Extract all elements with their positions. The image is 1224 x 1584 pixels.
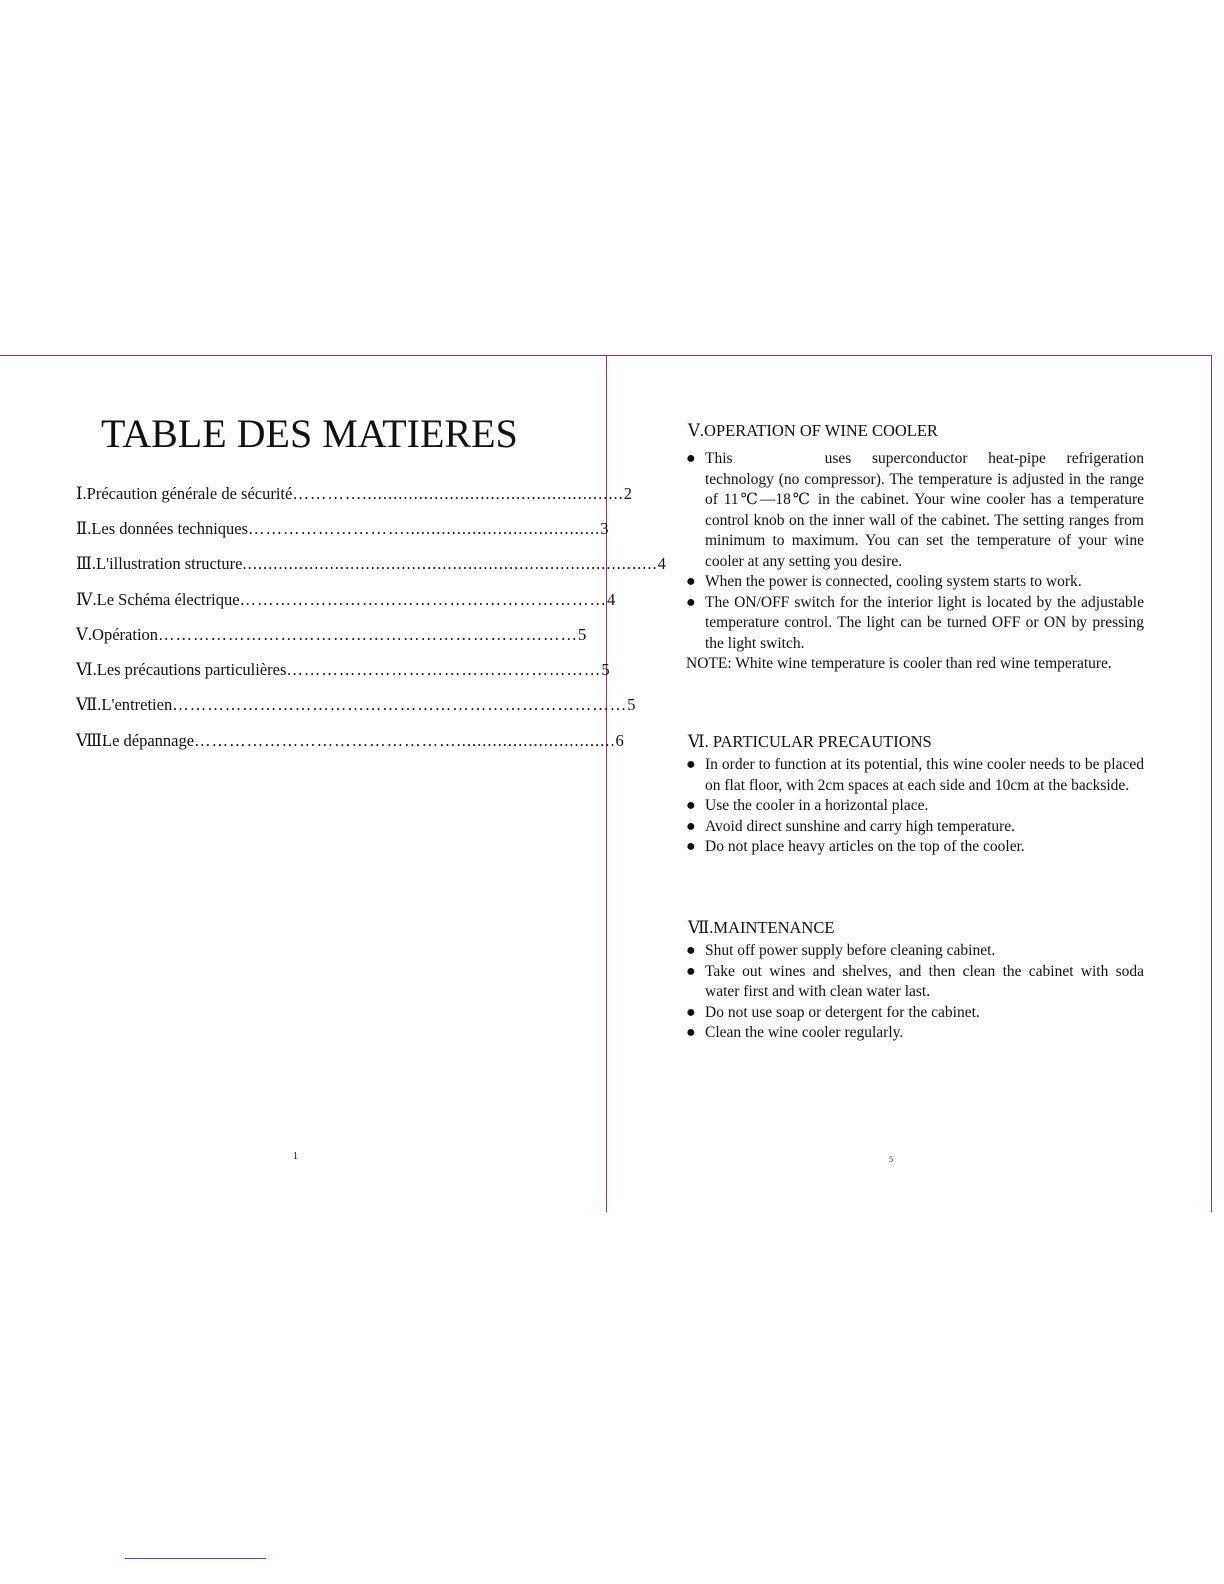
toc-page-number: 5	[627, 695, 636, 714]
list-item	[686, 796, 1144, 817]
maintenance-body	[686, 941, 1144, 1044]
bullet-text-start: This	[705, 450, 733, 467]
bullet-text: When the power is connected, cooling system starts to work.	[705, 573, 1082, 590]
list-item	[686, 941, 1144, 962]
bullet-text: Avoid direct sunshine and carry high temperature.	[705, 817, 1016, 835]
operation-heading: Ⅴ.OPERATION OF WINE COOLER	[688, 421, 938, 440]
bullet-text: Do not place heavy articles on the top of the cooler.	[705, 838, 1025, 855]
toc-label: L'illustration structure	[96, 554, 243, 573]
toc-entry[interactable]	[76, 660, 610, 680]
toc-number: Ⅵ.	[76, 660, 97, 679]
toc-page-number: 5	[601, 660, 610, 679]
toc-label: Les précautions particulières	[96, 660, 287, 679]
toc-page-number: 5	[578, 625, 587, 644]
list-item	[686, 572, 1144, 593]
list-item	[686, 962, 1144, 1003]
bullet-icon: ●	[686, 797, 696, 814]
toc-label: Les données techniques	[91, 519, 249, 538]
page-right-border	[1211, 355, 1212, 1212]
toc-entry[interactable]	[76, 554, 666, 574]
bullet-text: Clean the wine cooler regularly.	[705, 1024, 904, 1041]
toc-number: Ⅱ.	[76, 519, 92, 538]
bullet-icon: ●	[686, 962, 696, 980]
toc-number: Ⅰ.	[76, 484, 87, 503]
toc-label: L'entretien	[101, 695, 173, 714]
toc-title: TABLE DES MATIERES	[101, 411, 518, 456]
toc-number: Ⅶ.	[76, 695, 102, 714]
bullet-icon: ●	[686, 756, 696, 773]
toc-leader: .................................................................................	[242, 554, 658, 573]
list-item	[686, 837, 1144, 858]
toc-number: Ⅲ.	[76, 554, 97, 573]
toc-label: Le Schéma électrique	[96, 590, 240, 609]
toc-number: Ⅳ.	[76, 590, 97, 609]
toc-leader: ………………………………………………	[286, 660, 602, 679]
toc-entry[interactable]	[76, 731, 624, 751]
right-page-number: 5	[889, 1155, 893, 1164]
bullet-text: The ON/OFF switch for the interior light is located by the adjustable temperature control. The light can be turned OFF or ON by pressing the light switch.	[705, 593, 1144, 652]
toc-entry[interactable]	[76, 590, 616, 610]
toc-leader: ………………………………………………………	[239, 590, 608, 609]
note-text: NOTE: White wine temperature is cooler than red wine temperature.	[686, 655, 1112, 672]
bullet-text: Use the cooler in a horizontal place.	[705, 797, 929, 814]
bullet-icon: ●	[686, 593, 696, 611]
link-underline[interactable]	[125, 1558, 266, 1559]
list-item	[686, 449, 1144, 572]
toc-entry[interactable]	[76, 484, 632, 504]
bullet-icon: ●	[686, 838, 696, 855]
left-page-number: 1	[293, 1151, 298, 1162]
toc-page-number: 2	[623, 484, 632, 503]
bullet-text: Shut off power supply before cleaning cabinet.	[705, 942, 996, 959]
toc-leader: …………...................................................	[292, 484, 624, 503]
list-item	[686, 817, 1144, 838]
toc-page-number: 3	[600, 519, 609, 538]
toc-page-number: 6	[615, 731, 624, 750]
bullet-icon: ●	[686, 573, 696, 590]
toc-entry[interactable]	[76, 625, 587, 645]
precautions-heading: Ⅵ. PARTICULAR PRECAUTIONS	[688, 732, 932, 751]
toc-leader: ………………………………………...............................	[194, 731, 616, 750]
toc-leader: ……………………………………………………………………	[172, 695, 628, 714]
toc-leader: ………………………......................................	[248, 519, 601, 538]
list-item	[686, 593, 1144, 655]
bullet-icon: ●	[686, 450, 696, 467]
toc-number: Ⅴ.	[76, 625, 93, 644]
bullet-text: Do not use soap or detergent for the cabinet.	[705, 1003, 980, 1021]
toc-leader: ………………………………………………………………	[158, 625, 579, 644]
bullet-icon: ●	[686, 1024, 696, 1041]
toc-entry[interactable]	[76, 695, 636, 715]
maintenance-heading: Ⅶ.MAINTENANCE	[688, 918, 835, 937]
toc-number: Ⅷ.	[76, 731, 107, 750]
bullet-text: In order to function at its potential, this wine cooler needs to be placed on flat floor, with 2cm spaces at each side and 10cm at the backside.	[705, 756, 1144, 794]
operation-body	[686, 449, 1144, 675]
toc-label: Opération	[92, 625, 159, 644]
bullet-icon: ●	[686, 942, 696, 959]
bullet-text: uses superconductor heat-pipe refrigeration technology (no compressor). The temperature is adjusted in the range of 11℃—18℃ in the cabinet. Your wine cooler has a temperature control knob on the inner wall of the cabinet. The setting ranges from minimum to maximum. You can set the temperature of your wine cooler at any setting you desire.	[705, 450, 1144, 570]
toc-label: Le dépannage	[102, 731, 195, 750]
toc-entry[interactable]	[76, 519, 609, 539]
list-item	[686, 1023, 1144, 1044]
list-item	[686, 755, 1144, 796]
bullet-text: Take out wines and shelves, and then clean the cabinet with soda water first and with clean water last.	[705, 962, 1144, 1000]
bullet-icon: ●	[686, 1003, 696, 1021]
list-item	[686, 1003, 1144, 1024]
toc-label: Précaution générale de sécurité	[86, 484, 293, 503]
toc-page-number: 4	[607, 590, 616, 609]
bullet-icon: ●	[686, 817, 696, 835]
precautions-body	[686, 755, 1144, 858]
toc-page-number: 4	[657, 554, 666, 573]
